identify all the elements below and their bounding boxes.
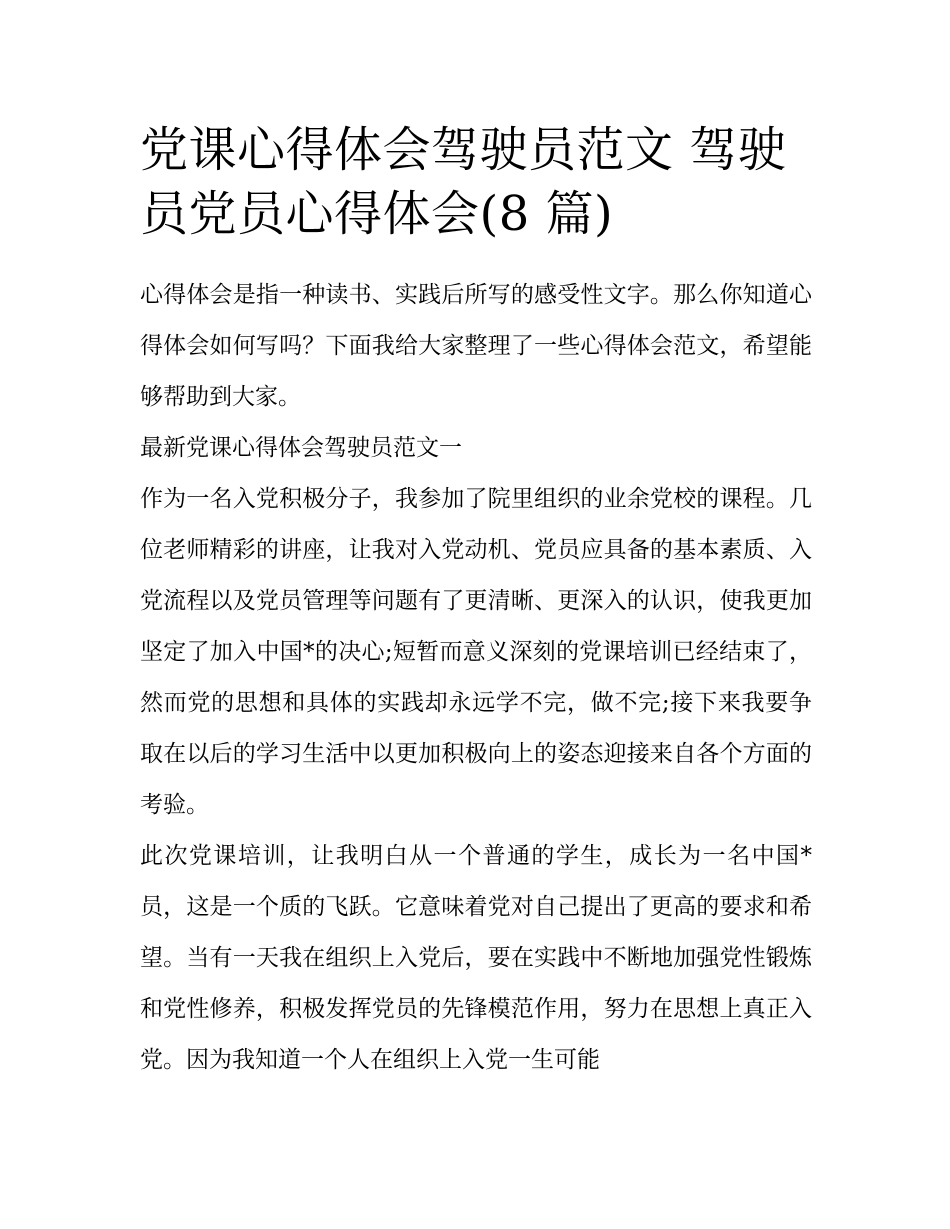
document-body — [140, 270, 812, 1086]
body-paragraph: 作为一名入党积极分子，我参加了院里组织的业余党校的课程。几位老师精彩的讲座，让我对入党动机、党员应具备的基本素质、入党流程以及党员管理等问题有了更清晰、更深入的认识，使我更加坚定了加入中国*的决心;短暂而意义深刻的党课培训已经结束了，然而党的思想和具体的实践却永远学不完，做不完;接下来我要争取在以后的学习生活中以更加积极向上的姿态迎接来自各个方面的考验。 — [140, 486, 812, 818]
section-heading: 最新党课心得体会驾驶员范文一 — [140, 435, 462, 461]
document-content — [140, 118, 812, 1086]
document-title: 党课心得体会驾驶员范文 驾驶员党员心得体会(8 篇) — [140, 122, 787, 242]
intro-paragraph: 心得体会是指一种读书、实践后所写的感受性文字。那么你知道心得体会如何写吗？下面我给大家整理了一些心得体会范文，希望能够帮助到大家。 — [140, 282, 812, 410]
body-paragraph: 此次党课培训，让我明白从一个普通的学生，成长为一名中国*员，这是一个质的飞跃。它意味着党对自己提出了更高的要求和希望。当有一天我在组织上入党后，要在实践中不断地加强党性锻炼和党性修养，积极发挥党员的先锋模范作用，努力在思想上真正入党。因为我知道一个人在组织上入党一生可能 — [140, 843, 812, 1073]
